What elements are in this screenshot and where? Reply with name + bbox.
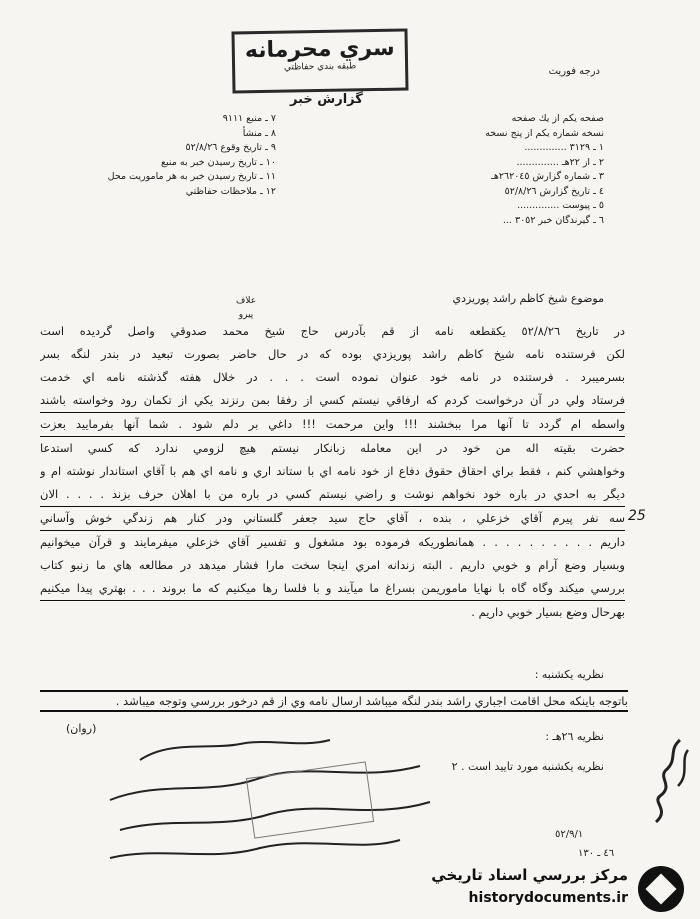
note-3: نظريه يكشنبه مورد تاييد است . ٢ (451, 760, 604, 773)
field-security-notes: ١٢ ـ ملاحظات حفاظتي (185, 185, 276, 197)
margin-number: 25 (628, 508, 646, 524)
note-label: نظريه يكشنبه : (534, 668, 604, 681)
field-received-source: ١٠ ـ تاريخ رسيدن خبر به منبع (161, 156, 276, 168)
archive-url[interactable]: historydocuments.ir (468, 890, 628, 906)
blue-signature (630, 730, 700, 834)
field-1: ١ ـ ٣١٢٩ .............. (524, 142, 604, 153)
field-received-local: ١١ ـ تاريخ رسيدن خبر به هر ماموريت محل (107, 171, 276, 182)
report-body (40, 320, 625, 624)
rawan-label: (روان) (66, 722, 97, 735)
handwritten-notes (100, 730, 460, 870)
field-recipients: ٦ ـ گيرندگان خبر ٣٠٥٢ ... (502, 214, 604, 226)
field-report-date: ٤ ـ تاريخ گزارش ٥٢/٨/٢٦ (504, 185, 604, 197)
field-source: ٧ ـ منبع ٩١١١ (222, 113, 276, 124)
archive-logo-icon (638, 866, 684, 912)
body-line: حضرت بقيته اله من خود در اين معامله زبانكار نيستم هيچ لزومي ندارد كه كسي استدعا (40, 441, 625, 455)
field-origin: ٨ ـ منشأ (242, 127, 276, 139)
side-mark-2: پيرو (238, 310, 254, 320)
body-line: ديگر به احدي در باره خود نخواهم نوشت و راضي نيستم كسي در باره من با اهلان حرف بزند . . . . الان (40, 483, 625, 507)
bottom-date: ٥٢/٩/١ (555, 829, 584, 840)
field-report-number: ٣ ـ شماره گزارش ٢٦٢٠٤٥هـ (491, 171, 604, 182)
side-mark-1: علاف (236, 296, 257, 306)
body-line: بهرحال وضع بسيار خوبي داريم . (471, 605, 625, 619)
stamp-subtitle: طبقه بندي حفاظتي (283, 61, 357, 73)
subject-line: موضوع شيخ كاظم راشد پوريزدي (452, 292, 604, 305)
classification-stamp (231, 28, 408, 93)
body-line: فرستاد ولي در آن درخواست كردم كه ارفاقي نيستم كسي از رفقا بمن رنزند يكي از تكمان رود وخواسته باشند (40, 389, 625, 413)
body-line: داريم . . . . . . . . . . همانطوريكه فرموده بود مشغول و تفسير آقاي خزعلي ميفرمايند و قرآن ميخوانيم (40, 535, 625, 549)
report-title: گزارش خبر (290, 92, 363, 107)
body-line: بسرميبرد . فرستنده در نامه خود عنوان نموده است . . . در خلال هفته گذشته نامه اي خدمت (40, 370, 625, 384)
urgency-label: درجه فوريت (548, 66, 600, 77)
body-line: سه نفر پيرم آقاي خزعلي ، بنده ، آقاي حاج سيد جعفر گلستاني ودر كنار هم زندگي خوش وآساني (40, 507, 625, 531)
stamp-title: سري محرمانه (244, 35, 395, 64)
body-line: لكن فرستنده نامه شيخ كاظم راشد پوريزدي بوده كه در حال حاضر بصورت تبعيد در بندر لنگه بسر (40, 347, 625, 361)
archive-logo (420, 862, 690, 916)
field-2: ٢ ـ از ٢٢هـ .............. (516, 156, 604, 168)
header-right-fields (334, 112, 604, 228)
field-occurrence-date: ٩ ـ تاريخ وقوع ٥٢/٨/٢٦ (185, 142, 276, 153)
archive-name: مركز بررسي اسناد تاريخي (431, 866, 628, 884)
note-2: نظريه ٢٦هـ : (545, 730, 604, 743)
body-line: بررسي ميكند وگاه گاه با نهايا ماموريمن بسراغ ما ميآيند و با فلسا رها ميكنيم كه ما بروند . . . بهتري پيدا ميكنيم (40, 577, 625, 601)
field-page: صفحه يكم از يك صفحه (511, 113, 604, 124)
field-copy: نسخه شماره يكم از پنج نسخه (485, 127, 604, 139)
body-line: در تاريخ ٥٢/٨/٢٦ يكقطعه نامه از قم بآدرس حاج شيخ محمد صدوقي واصل گرديده است (40, 324, 625, 338)
body-line: واسطه ام گردد تا آنها مرا ببخشند !!! واين مرحمت !!! داغي بر دلم شود . شما آنها بفرماييد بعزت (40, 413, 625, 437)
bottom-ref: ٤٦ ـ ١٣٠ (578, 848, 615, 859)
body-line: وخواهشي كنم ، فقط براي احقاق حقوق دفاع از خود نامه اي با ستاند اري و نامه اي هم با آقاي استاندار نوشته ام و (40, 464, 625, 478)
note-text: باتوجه باينكه محل اقامت اجباري راشد بندر لنگه ميباشد ارسال نامه وي از قم درخور بررسي وتوجه ميباشد . (40, 690, 628, 712)
body-line: وبسيار وضع آرام و خوبي داريم . البته زندانه امري اينجا سخت مارا فشار ميدهد در مطالعه هاي ما زنبو كتاب (40, 558, 625, 572)
header-left-fields (36, 112, 276, 199)
field-attachment: ٥ ـ پيوست .............. (517, 200, 604, 211)
side-mark (236, 294, 256, 322)
